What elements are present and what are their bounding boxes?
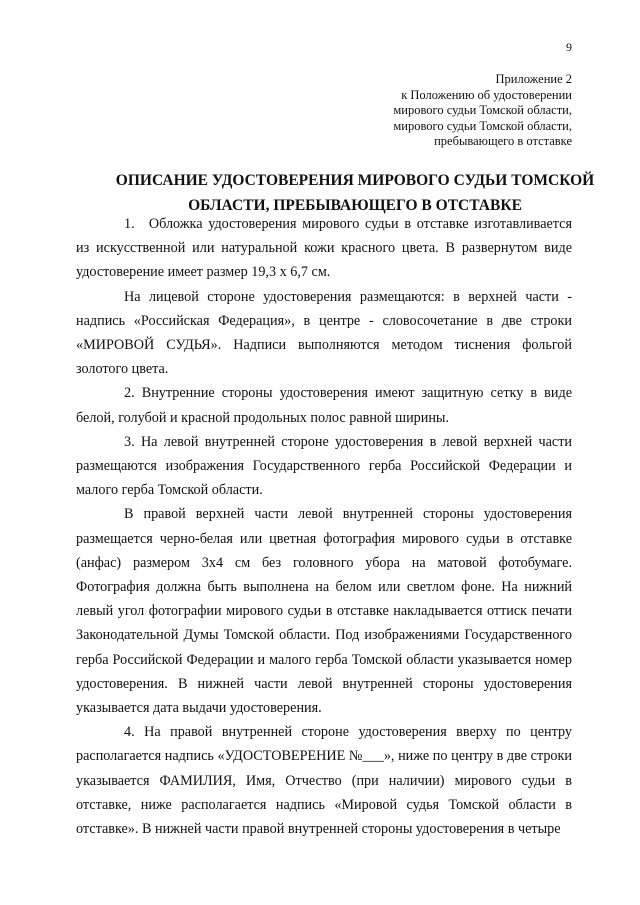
appendix-line: мирового судьи Томской области, — [393, 118, 572, 133]
appendix-line: к Положению об удостоверении — [401, 87, 572, 102]
paragraph-4: 3. На левой внутренней стороне удостоверения в левой верхней части размещаются изображения Государственного герба Российской Федерации и малого герба Томской области. — [76, 433, 572, 499]
title-line-1: ОПИСАНИЕ УДОСТОВЕРЕНИЯ МИРОВОГО СУДЬИ ТОМСКОЙ — [115, 172, 595, 189]
document-title — [100, 168, 610, 218]
document-body — [76, 212, 572, 841]
appendix-line: мирового судьи Томской области, — [393, 103, 572, 117]
page-number: 9 — [566, 40, 572, 54]
paragraph-5: В правой верхней части левой внутренней стороны удостоверения размещается черно-белая или цветная фотография мирового судьи в отставке (анфас) размером 3х4 см без головного убора на матовой фотобумаге. Фотография должна быть выполнена на белом или светлом фоне. На нижний левый угол фотографии мирового судьи в отставке накладывается оттиск печати Законодательной Думы Томской области. Под изображениями Государственного герба Российской Федерации и малого герба Томской области указывается номер удостоверения. В нижней части левой внутренней стороны удостоверения указывается дата выдачи удостоверения. — [76, 506, 572, 717]
paragraph-2: На лицевой стороне удостоверения размещаются: в верхней части - надпись «Российская Федерация», в центре - словосочетание в две строки «МИРОВОЙ СУДЬЯ». Надписи выполняются методом тиснения фольгой золотого цвета. — [76, 288, 572, 378]
appendix-line: Приложение 2 — [495, 72, 572, 86]
paragraph-3: 2. Внутренние стороны удостоверения имеют защитную сетку в виде белой, голубой и красной продольных полос равной ширины. — [76, 385, 572, 426]
appendix-line: пребывающего в отставке — [434, 134, 572, 148]
title-line-2: ОБЛАСТИ, ПРЕБЫВАЮЩЕГО В ОТСТАВКЕ — [188, 197, 522, 214]
paragraph-6: 4. На правой внутренней стороне удостоверения вверху по центру располагается надпись «УДОСТОВЕРЕНИЕ №___», ниже по центру в две строки указывается ФАМИЛИЯ, Имя, Отчество (при наличии) мирового судьи в отставке, ниже располагается надпись «Мировой судья Томской области в отставке». В нижней части правой внутренней стороны удостоверения в четыре — [76, 724, 572, 838]
paragraph-1: 1. Обложка удостоверения мирового судьи в отставке изготавливается из искусственной или натуральной кожи красного цвета. В развернутом виде удостоверение имеет размер 19,3 х 6,7 см. — [76, 216, 572, 281]
appendix-header — [393, 72, 572, 150]
